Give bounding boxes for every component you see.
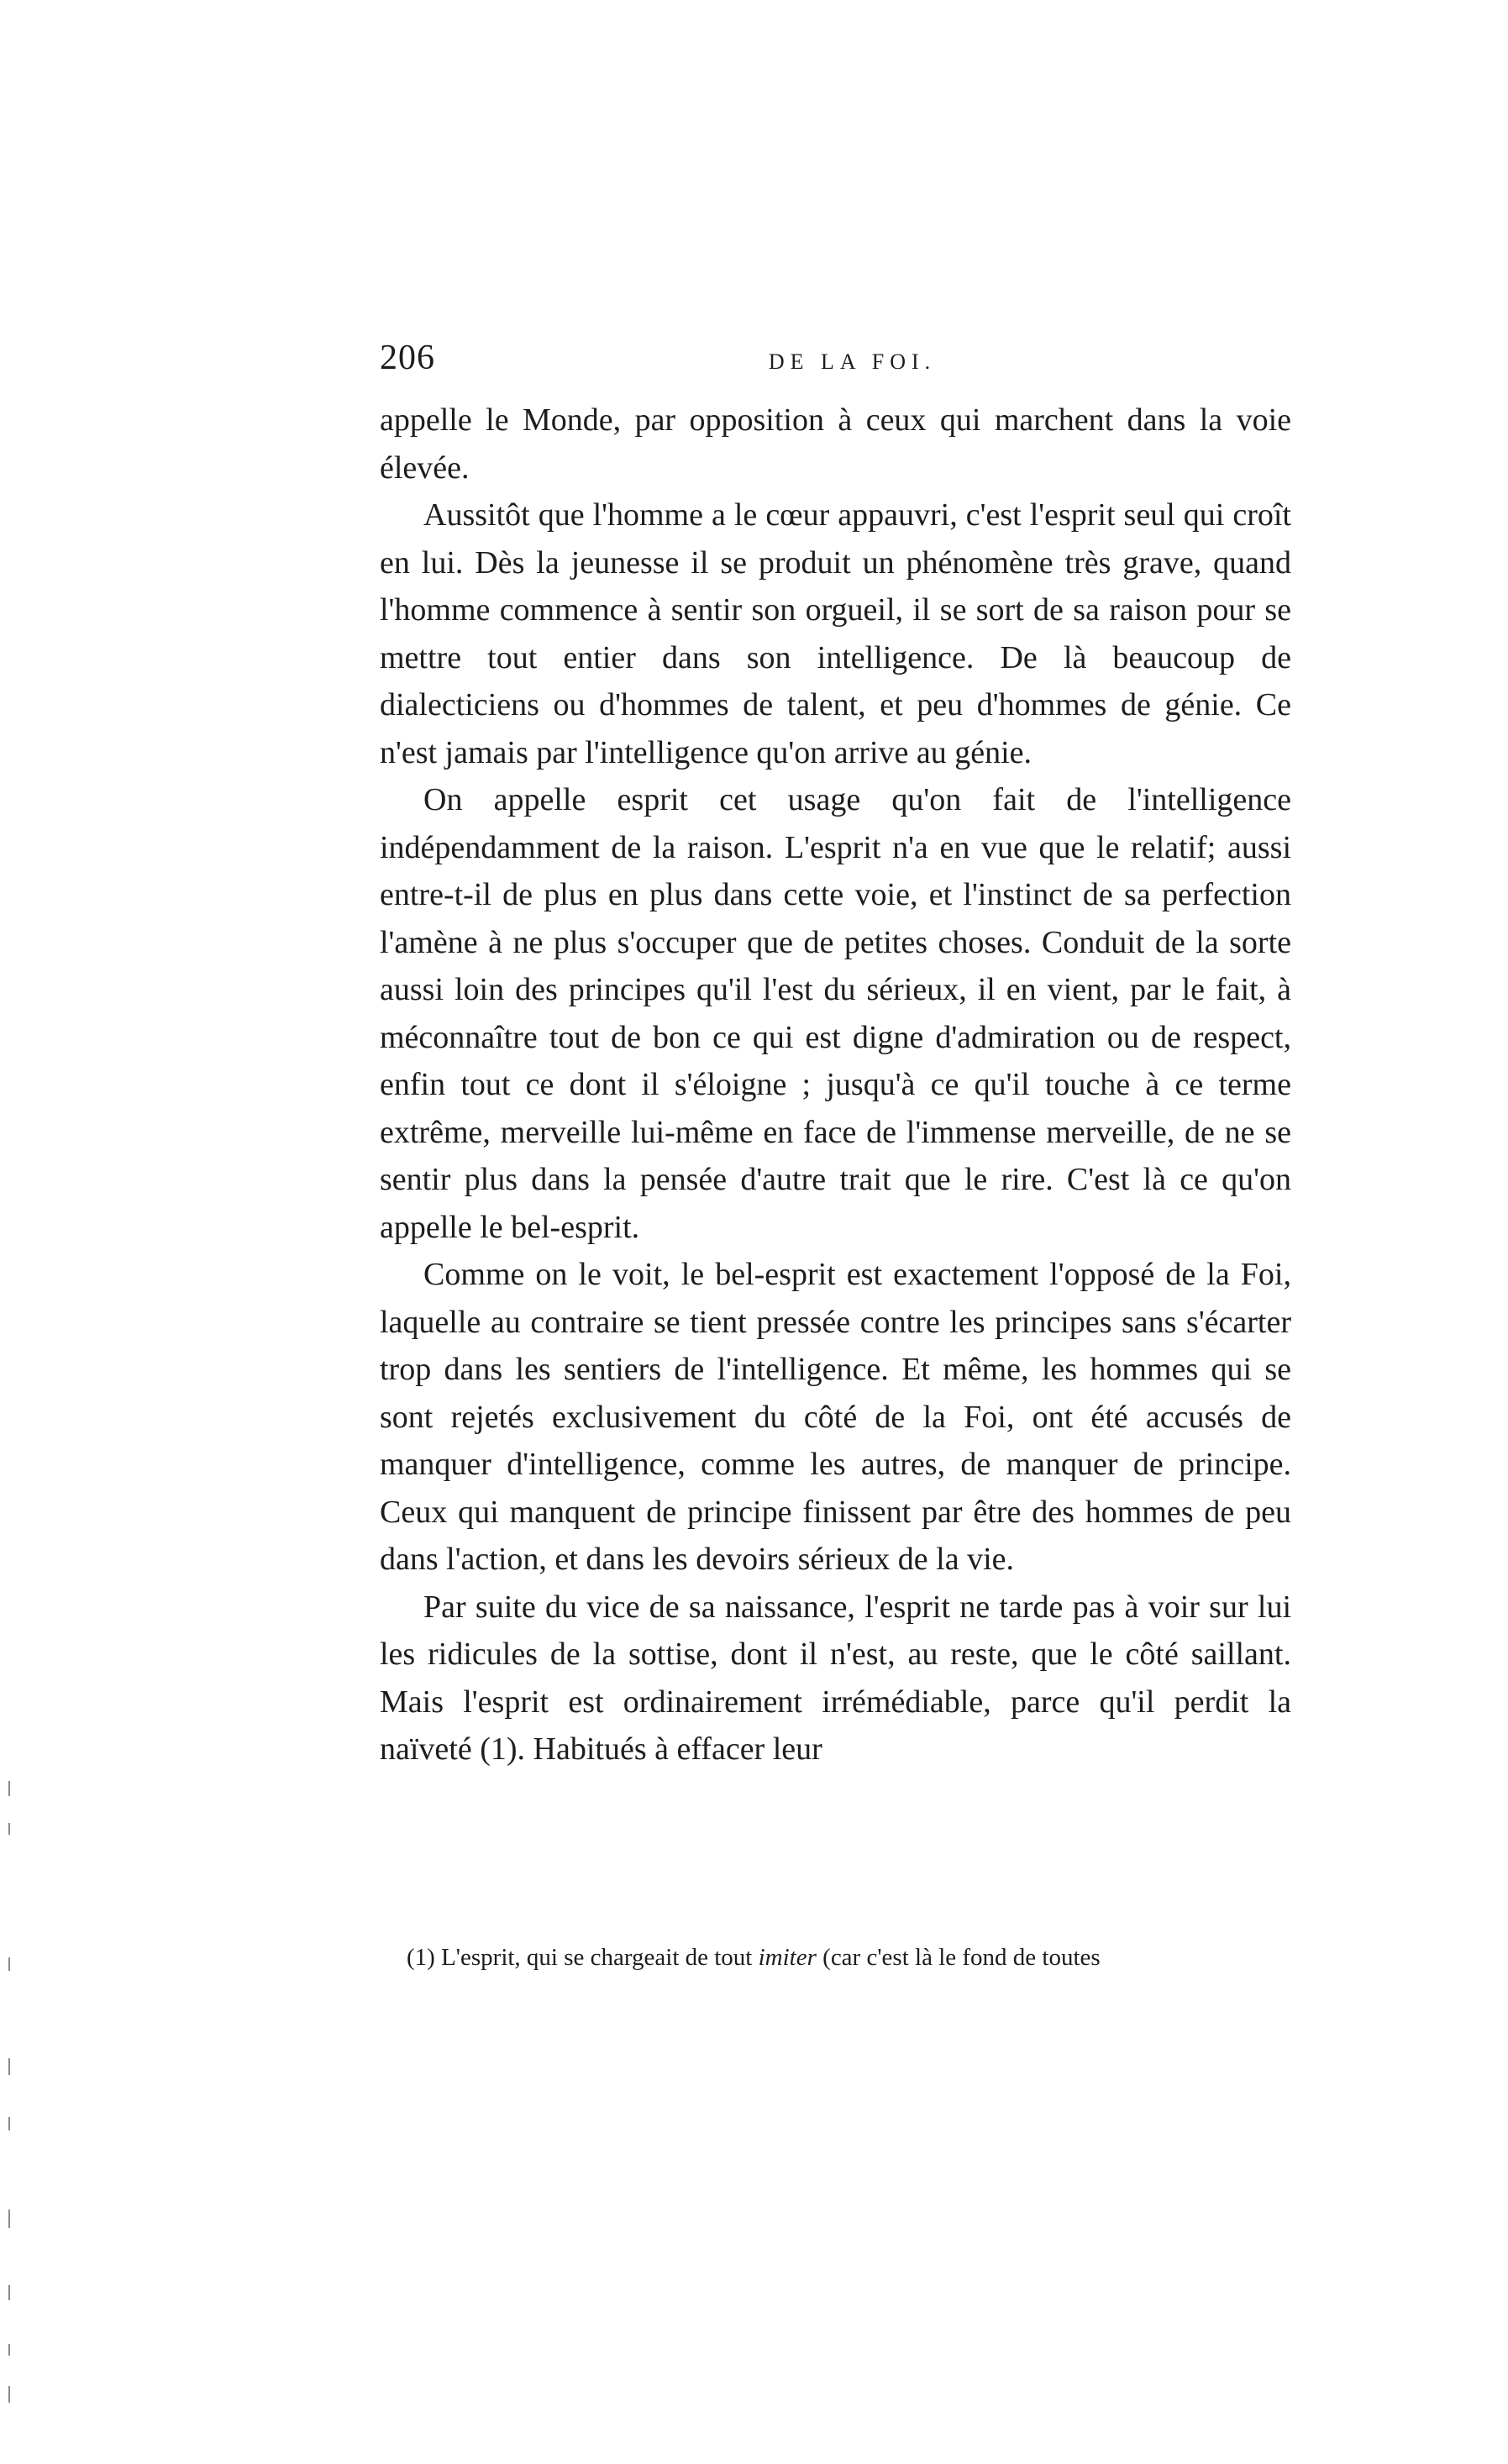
paragraph: Comme on le voit, le bel-esprit est exactement l'opposé de la Foi, laquelle au contraire se tient pressée contre les principes sans s'écarter trop dans les sentiers de l'intelligence. Et même, les hommes qui se sont rejetés exclusivement du côté de la Foi, ont été accusés de manquer d'intelligence, comme les autres, de manquer de principe. Ceux qui manquent de principe finissent par être des hommes de peu dans l'action, et dans les devoirs sérieux de la vie. [380,1257,1291,1577]
paragraph: Aussitôt que l'homme a le cœur appauvri, c'est l'esprit seul qui croît en lui. Dès la jeunesse il se produit un phénomène très grave, quand l'homme commence à sentir son orgueil, il se sort de sa raison pour se mettre tout entier dans son intelligence. De là beaucoup de dialecticiens ou d'hommes de talent, et peu d'hommes de génie. Ce n'est jamais par l'intelligence qu'on arrive au génie. [380,497,1291,770]
scan-speck [8,1823,10,1835]
scan-speck [8,2117,10,2130]
paragraph: On appelle esprit cet usage qu'on fait de l'intelligence indépendamment de la raison. L'esprit n'a en vue que le relatif; aussi entre-t-il de plus en plus dans cette voie, et l'instinct de sa perfection l'amène à ne plus s'occuper que de petites choses. Conduit de la sorte aussi loin des principes qu'il l'est du sérieux, il en vient, par le fait, à méconnaître tout de bon ce qui est digne d'admiration ou de respect, enfin tout ce dont il s'éloigne ; jusqu'à ce qu'il touche à ce terme extrême, merveille lui-même en face de l'immense merveille, de ne se sentir plus dans la pensée d'autre trait que le rire. C'est là ce qu'on appelle le bel-esprit. [380,782,1291,1245]
footnote-italic-word: imiter [758,1944,817,1971]
footnote-text: (1) L'esprit, qui se chargeait de tout [407,1944,759,1971]
scan-speck [8,2058,10,2075]
scan-speck [8,1781,10,1796]
footnote [380,1941,1291,1974]
scan-speck [8,2344,10,2356]
scan-speck [8,2386,10,2403]
running-head: DE LA FOI. [768,349,937,374]
paragraph-continuation: appelle le Monde, par opposition à ceux qui marchent dans la voie élevée. [380,402,1291,486]
page-header [380,338,1291,388]
body-text [380,397,1291,1773]
footnote-text-continued: (car c'est là le fond de toutes [816,1944,1101,1971]
scan-speck [8,2209,10,2228]
scan-speck [8,2285,10,2300]
scan-speck [8,1957,10,1971]
page-number: 206 [380,339,435,377]
paragraph: Par suite du vice de sa naissance, l'esprit ne tarde pas à voir sur lui les ridicules de la sottise, dont il n'est, au reste, que le côté saillant. Mais l'esprit est ordinairement irrémédiable, parce qu'il perdit la naïveté (1). Habitués à effacer leur [380,1589,1291,1767]
